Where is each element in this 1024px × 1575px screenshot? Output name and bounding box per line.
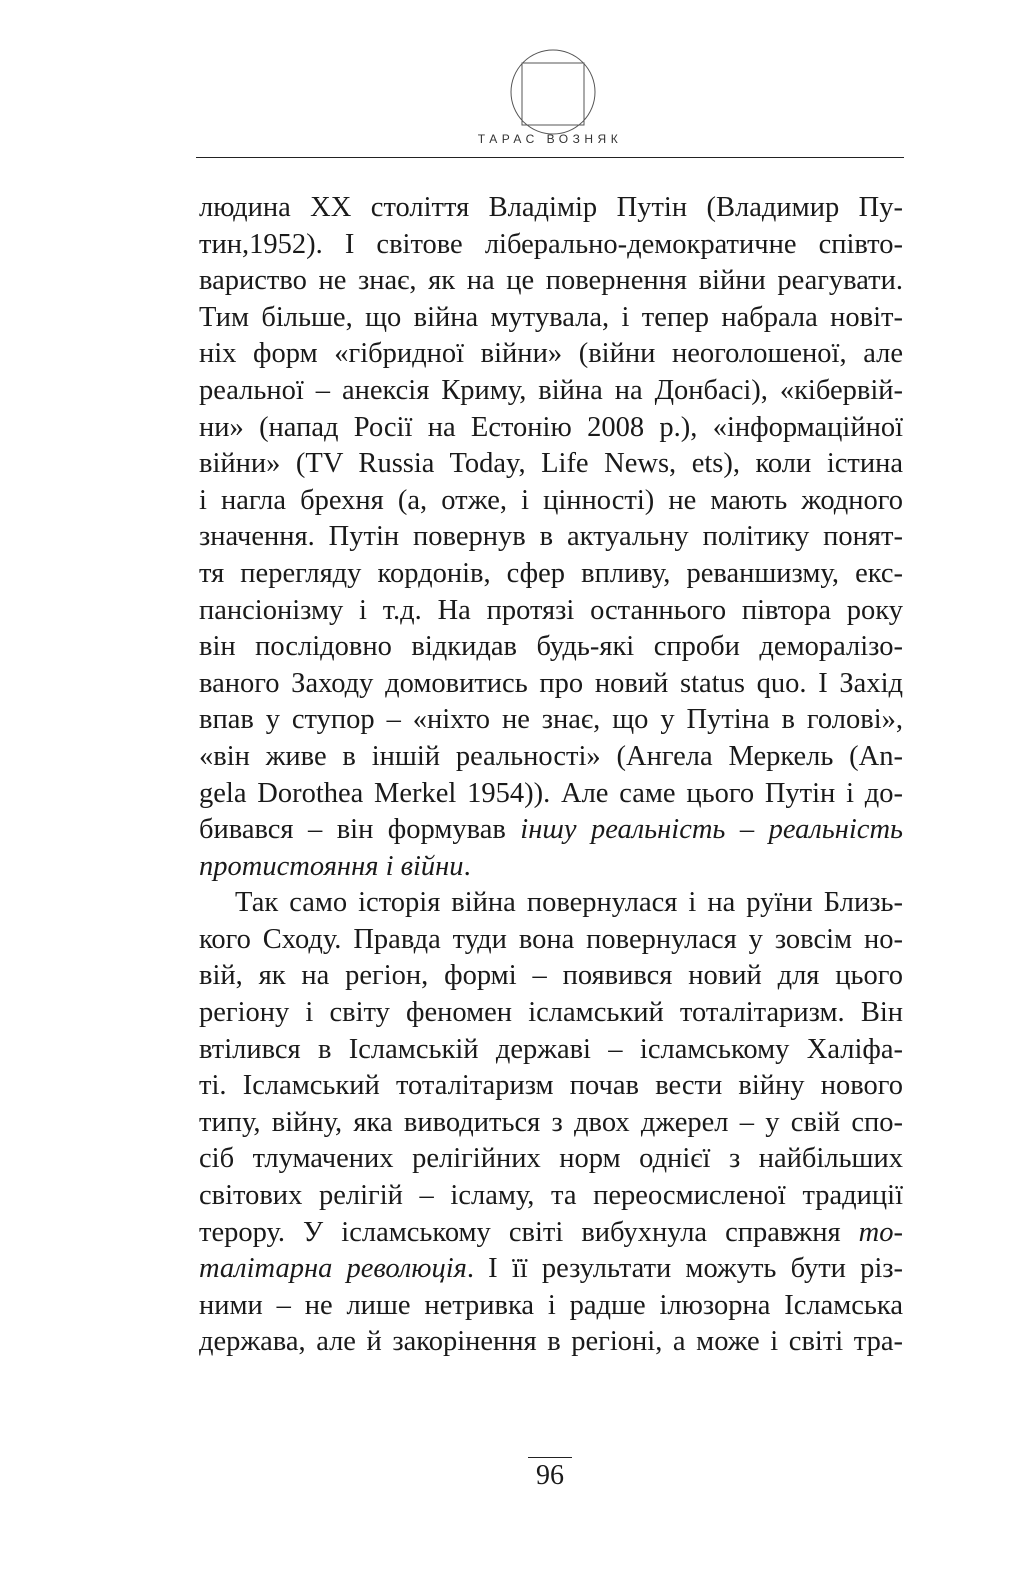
text-line (199, 190, 903, 227)
text-segment: пансіонізму і т.д. На протязі останнього півтора року (199, 594, 903, 626)
text-line (199, 227, 903, 264)
text-segment: ними – не лише нетривка і радше ілюзорна Ісламська (199, 1289, 903, 1321)
text-line (199, 446, 903, 483)
text-segment: gela Dorothea Merkel 1954)). Але саме цього Путін і до- (199, 777, 903, 809)
italic-text: талітарна революція (199, 1253, 467, 1285)
emblem-circle-square-icon (509, 48, 597, 136)
text-segment: Тим більше, що війна мутувала, і тепер набрала новіт- (199, 301, 903, 333)
paragraph-1 (199, 190, 903, 885)
text-segment: бивався – він формував (199, 814, 521, 846)
text-segment: він послідовно відкидав будь-які спроби деморалізо- (199, 631, 903, 663)
paragraph-2 (199, 885, 903, 1361)
text-segment: типу, війну, яка виводиться з двох джерел – у свій спо- (199, 1106, 903, 1138)
text-line (199, 300, 903, 337)
body-text (199, 190, 903, 1361)
text-segment: втілився в Ісламській державі – ісламському Халіфа- (199, 1033, 903, 1065)
text-line (199, 1141, 903, 1178)
text-line (199, 849, 903, 886)
text-segment: значення. Путін повернув в актуальну політику понят- (199, 521, 903, 553)
text-line (199, 1068, 903, 1105)
text-segment: війни» (TV Russia Today, Life News, ets), коли істина (199, 448, 903, 480)
text-line (199, 739, 903, 776)
text-line (199, 410, 903, 447)
text-line (199, 958, 903, 995)
text-line (199, 1251, 903, 1288)
text-segment: вариство не знає, як на це повернення війни реагувати. (199, 265, 903, 297)
text-line (199, 1105, 903, 1142)
italic-text: то- (858, 1216, 903, 1248)
text-line (199, 666, 903, 703)
running-head-title: ТАРАС ВОЗНЯК (477, 132, 623, 146)
text-segment: реальної – анексія Криму, війна на Донбасі), «кібервій- (199, 374, 903, 406)
text-line (199, 593, 903, 630)
text-segment: ни» (напад Росії на Естонію 2008 р.), «інформаційної (199, 411, 903, 443)
italic-text: іншу реальність – реальність (520, 814, 904, 846)
text-line (199, 373, 903, 410)
text-segment: ті. Ісламський тоталітаризм почав вести війну нового (199, 1070, 903, 1102)
page-number (196, 1460, 904, 1492)
text-segment: ніх форм «гібридної війни» (війни неоголошеної, але (199, 338, 903, 370)
text-segment: регіону і світу феномен ісламський тоталітаризм. Він (199, 997, 903, 1029)
text-segment: вій, як на регіон, формі – появився новий для цього (199, 960, 903, 992)
text-segment: . (463, 850, 471, 882)
italic-text: протистояння і війни (199, 850, 464, 882)
text-segment: держава, але й закорінення в регіоні, а може і світі тра- (199, 1326, 903, 1358)
text-line (199, 1032, 903, 1069)
text-segment: «він живе в іншій реальності» (Ангела Меркель (An- (199, 740, 903, 772)
text-segment: тин,1952). І світове ліберально-демократичне співто- (199, 228, 903, 260)
text-line (199, 629, 903, 666)
text-segment: тя перегляду кордонів, сфер впливу, реваншизму, екс- (199, 557, 903, 589)
text-line (199, 776, 903, 813)
text-line (199, 995, 903, 1032)
text-segment: ваного Заходу домовитись про новий status quo. І Захід (199, 667, 903, 699)
text-line (199, 922, 903, 959)
text-segment: Так само історія війна повернулася і на руїни Близь- (235, 887, 903, 919)
text-segment: і нагла брехня (а, отже, і цінності) не мають жодного (199, 484, 903, 516)
text-segment: . І її результати можуть бути різ- (466, 1253, 904, 1285)
text-line (199, 336, 903, 373)
text-line (199, 1215, 903, 1252)
text-segment: впав у ступор – «ніхто не знає, що у Путіна в голові», (199, 704, 903, 736)
text-line (199, 885, 903, 922)
text-line (199, 519, 903, 556)
text-line (199, 1324, 903, 1361)
text-line (199, 1288, 903, 1325)
text-segment: людина XX століття Владімір Путін (Владимир Пу- (199, 192, 903, 223)
text-segment: сіб тлумачених релігійних норм однієї з найбільших (199, 1143, 903, 1175)
text-line (199, 1178, 903, 1215)
page-number-value: 96 (528, 1457, 572, 1491)
text-line (199, 702, 903, 739)
text-line (199, 556, 903, 593)
text-segment: світових релігій – ісламу, та переосмисленої традиції (199, 1180, 903, 1212)
text-line (199, 483, 903, 520)
text-line (199, 263, 903, 300)
header-rule (196, 157, 904, 158)
text-segment: кого Сходу. Правда туди вона повернулася у зовсім но- (199, 923, 903, 955)
text-line (199, 812, 903, 849)
text-segment: терору. У ісламському світі вибухнула справжня (199, 1216, 859, 1248)
